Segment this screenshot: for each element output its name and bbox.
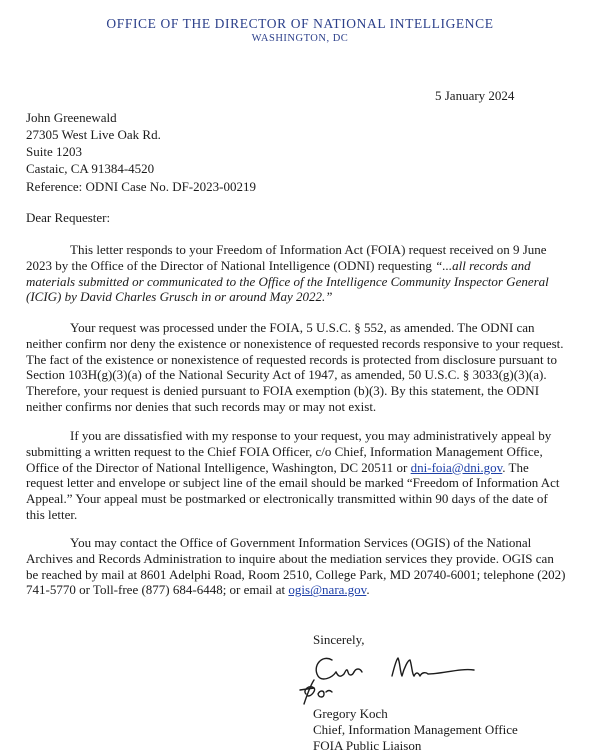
salutation: Dear Requester:	[26, 210, 111, 225]
letterhead-org: OFFICE OF THE DIRECTOR OF NATIONAL INTELLIGENCE	[106, 16, 494, 31]
address-line-2: Suite 1203	[26, 144, 82, 159]
address-line-1: 27305 West Live Oak Rd.	[26, 127, 161, 142]
reference-line: Reference: ODNI Case No. DF-2023-00219	[26, 179, 256, 194]
handwritten-signature	[292, 646, 492, 708]
signer-role: FOIA Public Liaison	[313, 738, 422, 753]
letter-date: 5 January 2024	[435, 88, 515, 103]
signer-title: Chief, Information Management Office	[313, 722, 518, 737]
closing: Sincerely,	[313, 632, 365, 647]
signer-block	[313, 706, 518, 754]
paragraph-4	[26, 535, 566, 598]
paragraph-3-text-before: If you are dissatisfied with my response to your request, you may administratively appeal by submitting a written request to the Chief FOIA Officer, c/o Chief, Information Management Office, Office of the Director of National Intelligence, Washington, DC 20511 or	[26, 428, 552, 475]
recipient-address	[26, 109, 161, 177]
paragraph-3-text-after: . The request letter and envelope or subject line of the email should be marked “Freedom of Information Act Appeal.” Your appeal must be postmarked or electronically transmitted within 90 days of the date of this letter.	[26, 459, 560, 522]
paragraph-4-text-before: You may contact the Office of Government Information Services (OGIS) of the National Archives and Records Administration to inquire about the mediation services they provide. OGIS can be reached by mail at 8601 Adelphi Road, Room 2510, College Park, MD 20740-6001; telephone (202) 741-5770 or Toll-free (877) 684-6448; or email at	[26, 535, 566, 598]
letterhead	[0, 16, 600, 46]
ogis-email-link[interactable]: ogis@nara.gov	[288, 582, 367, 598]
paragraph-1-text: This letter responds to your Freedom of Information Act (FOIA) request received on 9 June 2023 by the Office of the Director of National Intelligence (ODNI) requesting	[26, 242, 547, 273]
recipient-name: John Greenewald	[26, 110, 117, 125]
letterhead-city: WASHINGTON, DC	[251, 33, 349, 44]
paragraph-1	[26, 242, 566, 305]
paragraph-2	[26, 320, 566, 415]
signer-name: Gregory Koch	[313, 706, 388, 721]
paragraph-3	[26, 428, 566, 523]
paragraph-4-text-after: .	[366, 582, 370, 598]
dni-foia-email-link[interactable]: dni-foia@dni.gov	[410, 459, 503, 475]
paragraph-2-text: Your request was processed under the FOIA, 5 U.S.C. § 552, as amended. The ODNI can neither confirm nor deny the existence or nonexistence of requested records responsive to your request. The fact of the existence or nonexistence of requested records is protected from disclosure pursuant to Section 103H(g)(3)(a) of the National Security Act of 1947, as amended, 50 U.S.C. § 3033(g)(3)(a). Therefore, your request is denied pursuant to FOIA exemption (b)(3). By this statement, the ODNI neither confirms nor denies that such records may or may not exist.	[26, 320, 564, 414]
paragraph-1-quote: “...all records and materials submitted or communicated to the Office of the Intelligence Community Inspector General (ICIG) by David Charles Grusch in or around May 2022.”	[26, 257, 549, 305]
address-line-3: Castaic, CA 91384-4520	[26, 161, 155, 176]
